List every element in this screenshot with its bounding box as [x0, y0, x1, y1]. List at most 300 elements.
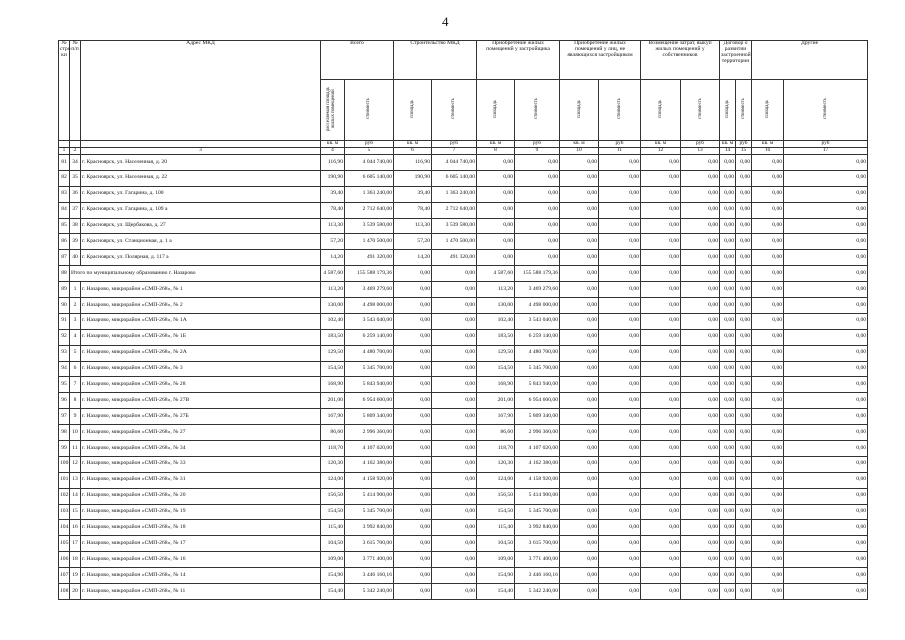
table-row	[59, 472, 868, 488]
cell-cost-purchase: 4 162 380,00	[515, 456, 560, 472]
table-row	[59, 170, 868, 186]
row-number: 93	[59, 345, 70, 361]
cell-area-purchase: 0,00	[477, 155, 515, 171]
cell-cost-purchase: 0,00	[515, 218, 560, 234]
cell-zero: 0,00	[720, 313, 736, 329]
table-row	[59, 441, 868, 457]
cell-zero: 0,00	[641, 282, 681, 298]
cell-cost-construction: 0,00	[432, 266, 477, 282]
row-address: г. Красноярск, ул. Станционная, д. 1 а	[81, 234, 321, 250]
cell-area-total: 154,50	[321, 361, 345, 377]
cell-cost-purchase: 0,00	[515, 234, 560, 250]
cell-zero: 0,00	[784, 584, 868, 600]
sub-header-area: площадь	[765, 99, 771, 118]
sub-header-cost: стоимость	[741, 98, 747, 120]
cell-zero: 0,00	[720, 186, 736, 202]
table-row	[59, 250, 868, 266]
cell-zero: 0,00	[752, 456, 784, 472]
cell-zero: 0,00	[784, 250, 868, 266]
cell-zero: 0,00	[681, 568, 720, 584]
cell-zero: 0,00	[752, 361, 784, 377]
cell-area-construction: 0,00	[394, 520, 432, 536]
cell-zero: 0,00	[681, 329, 720, 345]
row-pp: 4	[70, 329, 81, 345]
cell-zero: 0,00	[736, 313, 752, 329]
cell-cost-total: 3 543 040,00	[345, 313, 394, 329]
cell-cost-construction: 3 539 580,00	[432, 218, 477, 234]
row-number: 90	[59, 298, 70, 314]
row-pp: 15	[70, 504, 81, 520]
cell-zero: 0,00	[720, 584, 736, 600]
cell-zero: 0,00	[736, 218, 752, 234]
cell-cost-total: 3 446 160,16	[345, 568, 394, 584]
cell-zero: 0,00	[560, 345, 599, 361]
cell-area-purchase: 120,30	[477, 456, 515, 472]
column-number: 17	[784, 148, 868, 155]
row-address: г. Назарово, микрорайон «СМП-268», № 20	[81, 488, 321, 504]
cell-cost-purchase: 3 615 700,00	[515, 536, 560, 552]
row-address: г. Назарово, микрорайон «СМП-268», № 3	[81, 361, 321, 377]
cell-zero: 0,00	[599, 568, 641, 584]
cell-zero: 0,00	[560, 520, 599, 536]
cell-zero: 0,00	[736, 520, 752, 536]
cell-zero: 0,00	[599, 520, 641, 536]
row-address: г. Красноярск, ул. Населенная, д. 22	[81, 170, 321, 186]
cell-zero: 0,00	[560, 393, 599, 409]
cell-area-construction: 0,00	[394, 313, 432, 329]
cell-zero: 0,00	[720, 552, 736, 568]
cell-zero: 0,00	[736, 504, 752, 520]
cell-zero: 0,00	[599, 313, 641, 329]
cell-zero: 0,00	[720, 218, 736, 234]
cell-zero: 0,00	[736, 250, 752, 266]
cell-area-construction: 0,00	[394, 361, 432, 377]
cell-area-total: 190,90	[321, 170, 345, 186]
cell-area-total: 116,90	[321, 155, 345, 171]
header-construction: Строительство МКД	[394, 41, 477, 80]
column-number: 13	[681, 148, 720, 155]
cell-cost-purchase: 5 843 940,00	[515, 377, 560, 393]
cell-zero: 0,00	[752, 218, 784, 234]
cell-zero: 0,00	[560, 441, 599, 457]
cell-zero: 0,00	[752, 536, 784, 552]
cell-cost-purchase: 6 954 600,00	[515, 393, 560, 409]
cell-zero: 0,00	[599, 536, 641, 552]
cell-zero: 0,00	[752, 282, 784, 298]
cell-zero: 0,00	[736, 361, 752, 377]
cell-zero: 0,00	[599, 584, 641, 600]
cell-zero: 0,00	[560, 266, 599, 282]
row-pp: 40	[70, 250, 81, 266]
cell-zero: 0,00	[599, 218, 641, 234]
cell-cost-total: 5 342 240,00	[345, 584, 394, 600]
cell-cost-purchase: 3 992 840,00	[515, 520, 560, 536]
cell-zero: 0,00	[752, 409, 784, 425]
cell-zero: 0,00	[560, 488, 599, 504]
cell-zero: 0,00	[681, 345, 720, 361]
cell-zero: 0,00	[681, 520, 720, 536]
cell-area-purchase: 0,00	[477, 186, 515, 202]
cell-cost-construction: 0,00	[432, 584, 477, 600]
cell-zero: 0,00	[736, 266, 752, 282]
cell-area-purchase: 109,00	[477, 552, 515, 568]
cell-zero: 0,00	[681, 441, 720, 457]
cell-area-purchase: 156,50	[477, 488, 515, 504]
cell-zero: 0,00	[736, 170, 752, 186]
cell-cost-construction: 0,00	[432, 568, 477, 584]
cell-cost-construction: 0,00	[432, 345, 477, 361]
cell-cost-total: 4 107 020,00	[345, 441, 394, 457]
cell-zero: 0,00	[641, 170, 681, 186]
row-address: г. Назарово, микрорайон «СМП-268», № 2А	[81, 345, 321, 361]
cell-area-total: 201,00	[321, 393, 345, 409]
cell-zero: 0,00	[736, 425, 752, 441]
cell-area-purchase: 154,40	[477, 584, 515, 600]
cell-zero: 0,00	[681, 472, 720, 488]
cell-zero: 0,00	[720, 202, 736, 218]
column-number: 10	[560, 148, 599, 155]
row-number: 82	[59, 170, 70, 186]
unit-cell: руб	[515, 141, 560, 148]
row-address: г. Назарово, микрорайон «СМП-268», № 27Б	[81, 409, 321, 425]
cell-zero: 0,00	[736, 568, 752, 584]
cell-zero: 0,00	[752, 584, 784, 600]
header-pp: № п/п	[70, 41, 81, 141]
cell-cost-construction: 0,00	[432, 282, 477, 298]
cell-cost-total: 3 771 400,00	[345, 552, 394, 568]
cell-cost-purchase: 155 588 179,36	[515, 266, 560, 282]
cell-cost-total: 5 345 700,00	[345, 504, 394, 520]
cell-zero: 0,00	[784, 313, 868, 329]
cell-zero: 0,00	[736, 186, 752, 202]
cell-zero: 0,00	[736, 488, 752, 504]
header-row-number: № стро ки	[59, 41, 70, 141]
cell-cost-construction: 6 605 140,00	[432, 170, 477, 186]
row-number: 94	[59, 361, 70, 377]
table-row-total	[59, 266, 868, 282]
cell-area-purchase: 154,90	[477, 568, 515, 584]
row-pp: 34	[70, 155, 81, 171]
row-number: 85	[59, 218, 70, 234]
row-address: г. Назарово, микрорайон «СМП-268», № 31	[81, 472, 321, 488]
cell-zero: 0,00	[784, 202, 868, 218]
cell-zero: 0,00	[560, 282, 599, 298]
row-pp: 19	[70, 568, 81, 584]
cell-cost-total: 4 158 920,00	[345, 472, 394, 488]
cell-zero: 0,00	[641, 409, 681, 425]
cell-zero: 0,00	[752, 266, 784, 282]
cell-zero: 0,00	[784, 218, 868, 234]
row-pp: 35	[70, 170, 81, 186]
column-number: 14	[720, 148, 736, 155]
column-number: 6	[394, 148, 432, 155]
cell-zero: 0,00	[784, 155, 868, 171]
cell-area-purchase: 0,00	[477, 218, 515, 234]
cell-area-construction: 0,00	[394, 456, 432, 472]
cell-zero: 0,00	[736, 282, 752, 298]
cell-zero: 0,00	[560, 456, 599, 472]
cell-area-purchase: 0,00	[477, 250, 515, 266]
cell-zero: 0,00	[784, 425, 868, 441]
cell-zero: 0,00	[599, 377, 641, 393]
row-pp: 2	[70, 298, 81, 314]
cell-area-purchase: 124,00	[477, 472, 515, 488]
sub-header-cost: стоимость	[451, 98, 457, 120]
cell-zero: 0,00	[784, 472, 868, 488]
cell-cost-construction: 0,00	[432, 313, 477, 329]
cell-cost-construction: 1 363 240,00	[432, 186, 477, 202]
page-number: 4	[442, 14, 449, 29]
unit-cell: кв. м	[321, 141, 345, 148]
cell-zero: 0,00	[681, 298, 720, 314]
header-purchase-developer: Приобретение жилых помещений у застройщика	[477, 41, 560, 80]
sub-header-cost: стоимость	[823, 98, 829, 120]
cell-zero: 0,00	[641, 298, 681, 314]
row-pp: 37	[70, 202, 81, 218]
cell-cost-purchase: 5 345 700,00	[515, 504, 560, 520]
cell-zero: 0,00	[736, 441, 752, 457]
cell-cost-purchase: 0,00	[515, 155, 560, 171]
cell-cost-purchase: 4 158 920,00	[515, 472, 560, 488]
row-pp: 6	[70, 361, 81, 377]
cell-zero: 0,00	[784, 377, 868, 393]
cell-area-construction: 113,30	[394, 218, 432, 234]
cell-area-total: 115,40	[321, 520, 345, 536]
cell-cost-total: 4 498 000,00	[345, 298, 394, 314]
cell-area-construction: 0,00	[394, 298, 432, 314]
row-pp: 16	[70, 520, 81, 536]
cell-zero: 0,00	[736, 472, 752, 488]
column-number: 9	[515, 148, 560, 155]
row-address: г. Назарово, микрорайон «СМП-268», № 2	[81, 298, 321, 314]
cell-cost-total: 2 996 360,00	[345, 425, 394, 441]
cell-zero: 0,00	[599, 186, 641, 202]
cell-cost-total: 3 615 700,00	[345, 536, 394, 552]
sub-header-area: площадь	[576, 99, 582, 118]
cell-area-construction: 0,00	[394, 441, 432, 457]
cell-zero: 0,00	[641, 536, 681, 552]
cell-zero: 0,00	[720, 345, 736, 361]
cell-zero: 0,00	[720, 361, 736, 377]
cell-area-construction: 0,00	[394, 409, 432, 425]
cell-area-construction: 0,00	[394, 536, 432, 552]
cell-zero: 0,00	[641, 488, 681, 504]
table-row	[59, 345, 868, 361]
cell-area-total: 156,50	[321, 488, 345, 504]
cell-zero: 0,00	[599, 266, 641, 282]
sub-header-area: площадь	[409, 99, 415, 118]
cell-cost-purchase: 5 342 240,00	[515, 584, 560, 600]
cell-area-total: 168,90	[321, 377, 345, 393]
cell-zero: 0,00	[560, 425, 599, 441]
cell-zero: 0,00	[681, 504, 720, 520]
table-row	[59, 409, 868, 425]
cell-zero: 0,00	[599, 441, 641, 457]
row-pp: 13	[70, 472, 81, 488]
cell-zero: 0,00	[641, 234, 681, 250]
cell-cost-total: 4 480 700,00	[345, 345, 394, 361]
cell-zero: 0,00	[736, 202, 752, 218]
cell-area-construction: 0,00	[394, 329, 432, 345]
cell-zero: 0,00	[681, 282, 720, 298]
cell-zero: 0,00	[641, 266, 681, 282]
cell-zero: 0,00	[681, 393, 720, 409]
cell-cost-purchase: 2 996 360,00	[515, 425, 560, 441]
row-number: 92	[59, 329, 70, 345]
cell-area-construction: 39,40	[394, 186, 432, 202]
cell-zero: 0,00	[641, 552, 681, 568]
row-address: г. Назарово, микрорайон «СМП-268», № 11	[81, 584, 321, 600]
cell-cost-total: 6 954 600,00	[345, 393, 394, 409]
cell-zero: 0,00	[560, 361, 599, 377]
cell-zero: 0,00	[784, 441, 868, 457]
cell-zero: 0,00	[641, 329, 681, 345]
row-number: 108	[59, 584, 70, 600]
sub-header-area: площадь	[492, 99, 498, 118]
cell-zero: 0,00	[784, 393, 868, 409]
sub-header-area: площадь	[658, 99, 663, 118]
column-number: 1	[59, 148, 70, 155]
cell-zero: 0,00	[752, 186, 784, 202]
cell-cost-total: 155 588 179,36	[345, 266, 394, 282]
cell-zero: 0,00	[752, 472, 784, 488]
cell-zero: 0,00	[720, 568, 736, 584]
row-number: 87	[59, 250, 70, 266]
row-address: г. Назарово, микрорайон «СМП-268», № 33	[81, 456, 321, 472]
cell-area-construction: 57,20	[394, 234, 432, 250]
cell-zero: 0,00	[681, 584, 720, 600]
cell-zero: 0,00	[599, 282, 641, 298]
cell-cost-purchase: 4 498 000,00	[515, 298, 560, 314]
cell-zero: 0,00	[641, 186, 681, 202]
row-address: г. Назарово, микрорайон «СМП-268», № 19	[81, 504, 321, 520]
row-pp: 36	[70, 186, 81, 202]
cell-cost-construction: 0,00	[432, 520, 477, 536]
cell-area-total: 154,40	[321, 584, 345, 600]
sub-header-area-total: расселяемая площадь жилых помещений	[325, 86, 336, 131]
row-number: 96	[59, 393, 70, 409]
table-row	[59, 552, 868, 568]
cell-area-total: 130,00	[321, 298, 345, 314]
cell-zero: 0,00	[736, 584, 752, 600]
sub-header-area: площадь	[725, 99, 731, 118]
header-address: Адрес МКД	[81, 41, 321, 141]
cell-zero: 0,00	[752, 520, 784, 536]
cell-zero: 0,00	[681, 488, 720, 504]
cell-cost-construction: 0,00	[432, 536, 477, 552]
cell-zero: 0,00	[641, 202, 681, 218]
cell-area-purchase: 167,90	[477, 409, 515, 425]
cell-area-purchase: 115,40	[477, 520, 515, 536]
cell-zero: 0,00	[736, 298, 752, 314]
cell-zero: 0,00	[681, 202, 720, 218]
cell-cost-construction: 0,00	[432, 425, 477, 441]
cell-zero: 0,00	[641, 472, 681, 488]
sub-header-cost: стоимость	[617, 98, 622, 120]
cell-zero: 0,00	[560, 584, 599, 600]
sub-header-cost: стоимость	[697, 98, 703, 120]
row-address: г. Назарово, микрорайон «СМП-268», № 18	[81, 520, 321, 536]
cell-area-total: 118,70	[321, 441, 345, 457]
header-other: Другие	[752, 41, 868, 80]
cell-area-construction: 0,00	[394, 377, 432, 393]
cell-cost-construction: 0,00	[432, 329, 477, 345]
row-number: 101	[59, 472, 70, 488]
cell-zero: 0,00	[784, 568, 868, 584]
row-number: 98	[59, 425, 70, 441]
cell-cost-total: 4 162 380,00	[345, 456, 394, 472]
cell-cost-total: 5 843 940,00	[345, 377, 394, 393]
column-number: 7	[432, 148, 477, 155]
cell-zero: 0,00	[720, 520, 736, 536]
cell-area-purchase: 0,00	[477, 234, 515, 250]
cell-area-construction: 116,90	[394, 155, 432, 171]
cell-zero: 0,00	[681, 552, 720, 568]
cell-zero: 0,00	[681, 218, 720, 234]
cell-zero: 0,00	[784, 282, 868, 298]
row-number: 102	[59, 488, 70, 504]
cell-cost-construction: 0,00	[432, 504, 477, 520]
table-body-krasnoyarsk	[59, 155, 868, 266]
cell-zero: 0,00	[599, 361, 641, 377]
cell-cost-purchase: 3 543 040,00	[515, 313, 560, 329]
cell-area-purchase: 0,00	[477, 170, 515, 186]
row-pp: 5	[70, 345, 81, 361]
cell-zero: 0,00	[720, 329, 736, 345]
cell-zero: 0,00	[784, 504, 868, 520]
row-number: 105	[59, 536, 70, 552]
row-address: г. Назарово, микрорайон «СМП-268», № 34	[81, 441, 321, 457]
cell-cost-construction: 0,00	[432, 298, 477, 314]
row-pp: 18	[70, 552, 81, 568]
cell-cost-purchase: 6 259 140,00	[515, 329, 560, 345]
cell-zero: 0,00	[681, 266, 720, 282]
cell-zero: 0,00	[784, 266, 868, 282]
unit-cell: кв. м	[560, 141, 599, 148]
row-address: г. Назарово, микрорайон «СМП-268», № 28	[81, 377, 321, 393]
cell-zero: 0,00	[752, 377, 784, 393]
cell-area-purchase: 102,40	[477, 313, 515, 329]
cell-zero: 0,00	[752, 393, 784, 409]
row-number: 106	[59, 552, 70, 568]
row-pp: 17	[70, 536, 81, 552]
row-number: 104	[59, 520, 70, 536]
cell-cost-construction: 2 712 640,00	[432, 202, 477, 218]
cell-cost-purchase: 5 345 700,00	[515, 361, 560, 377]
cell-area-total: 109,00	[321, 552, 345, 568]
cell-zero: 0,00	[681, 361, 720, 377]
cell-zero: 0,00	[560, 170, 599, 186]
cell-area-total: 120,30	[321, 456, 345, 472]
cell-zero: 0,00	[599, 202, 641, 218]
row-pp: 38	[70, 218, 81, 234]
cell-cost-purchase: 0,00	[515, 250, 560, 266]
cell-zero: 0,00	[560, 313, 599, 329]
row-number: 99	[59, 441, 70, 457]
cell-area-construction: 78,40	[394, 202, 432, 218]
row-number: 97	[59, 409, 70, 425]
cell-zero: 0,00	[641, 155, 681, 171]
cell-zero: 0,00	[784, 536, 868, 552]
cell-zero: 0,00	[560, 472, 599, 488]
cell-zero: 0,00	[784, 170, 868, 186]
unit-cell: кв. м	[477, 141, 515, 148]
cell-area-total: 129,50	[321, 345, 345, 361]
cell-zero: 0,00	[736, 409, 752, 425]
header-purchase-other: Приобретение жилых помещений у лиц, не являющихся застройщиком	[560, 41, 641, 80]
cell-zero: 0,00	[599, 409, 641, 425]
cell-area-purchase: 104,50	[477, 536, 515, 552]
